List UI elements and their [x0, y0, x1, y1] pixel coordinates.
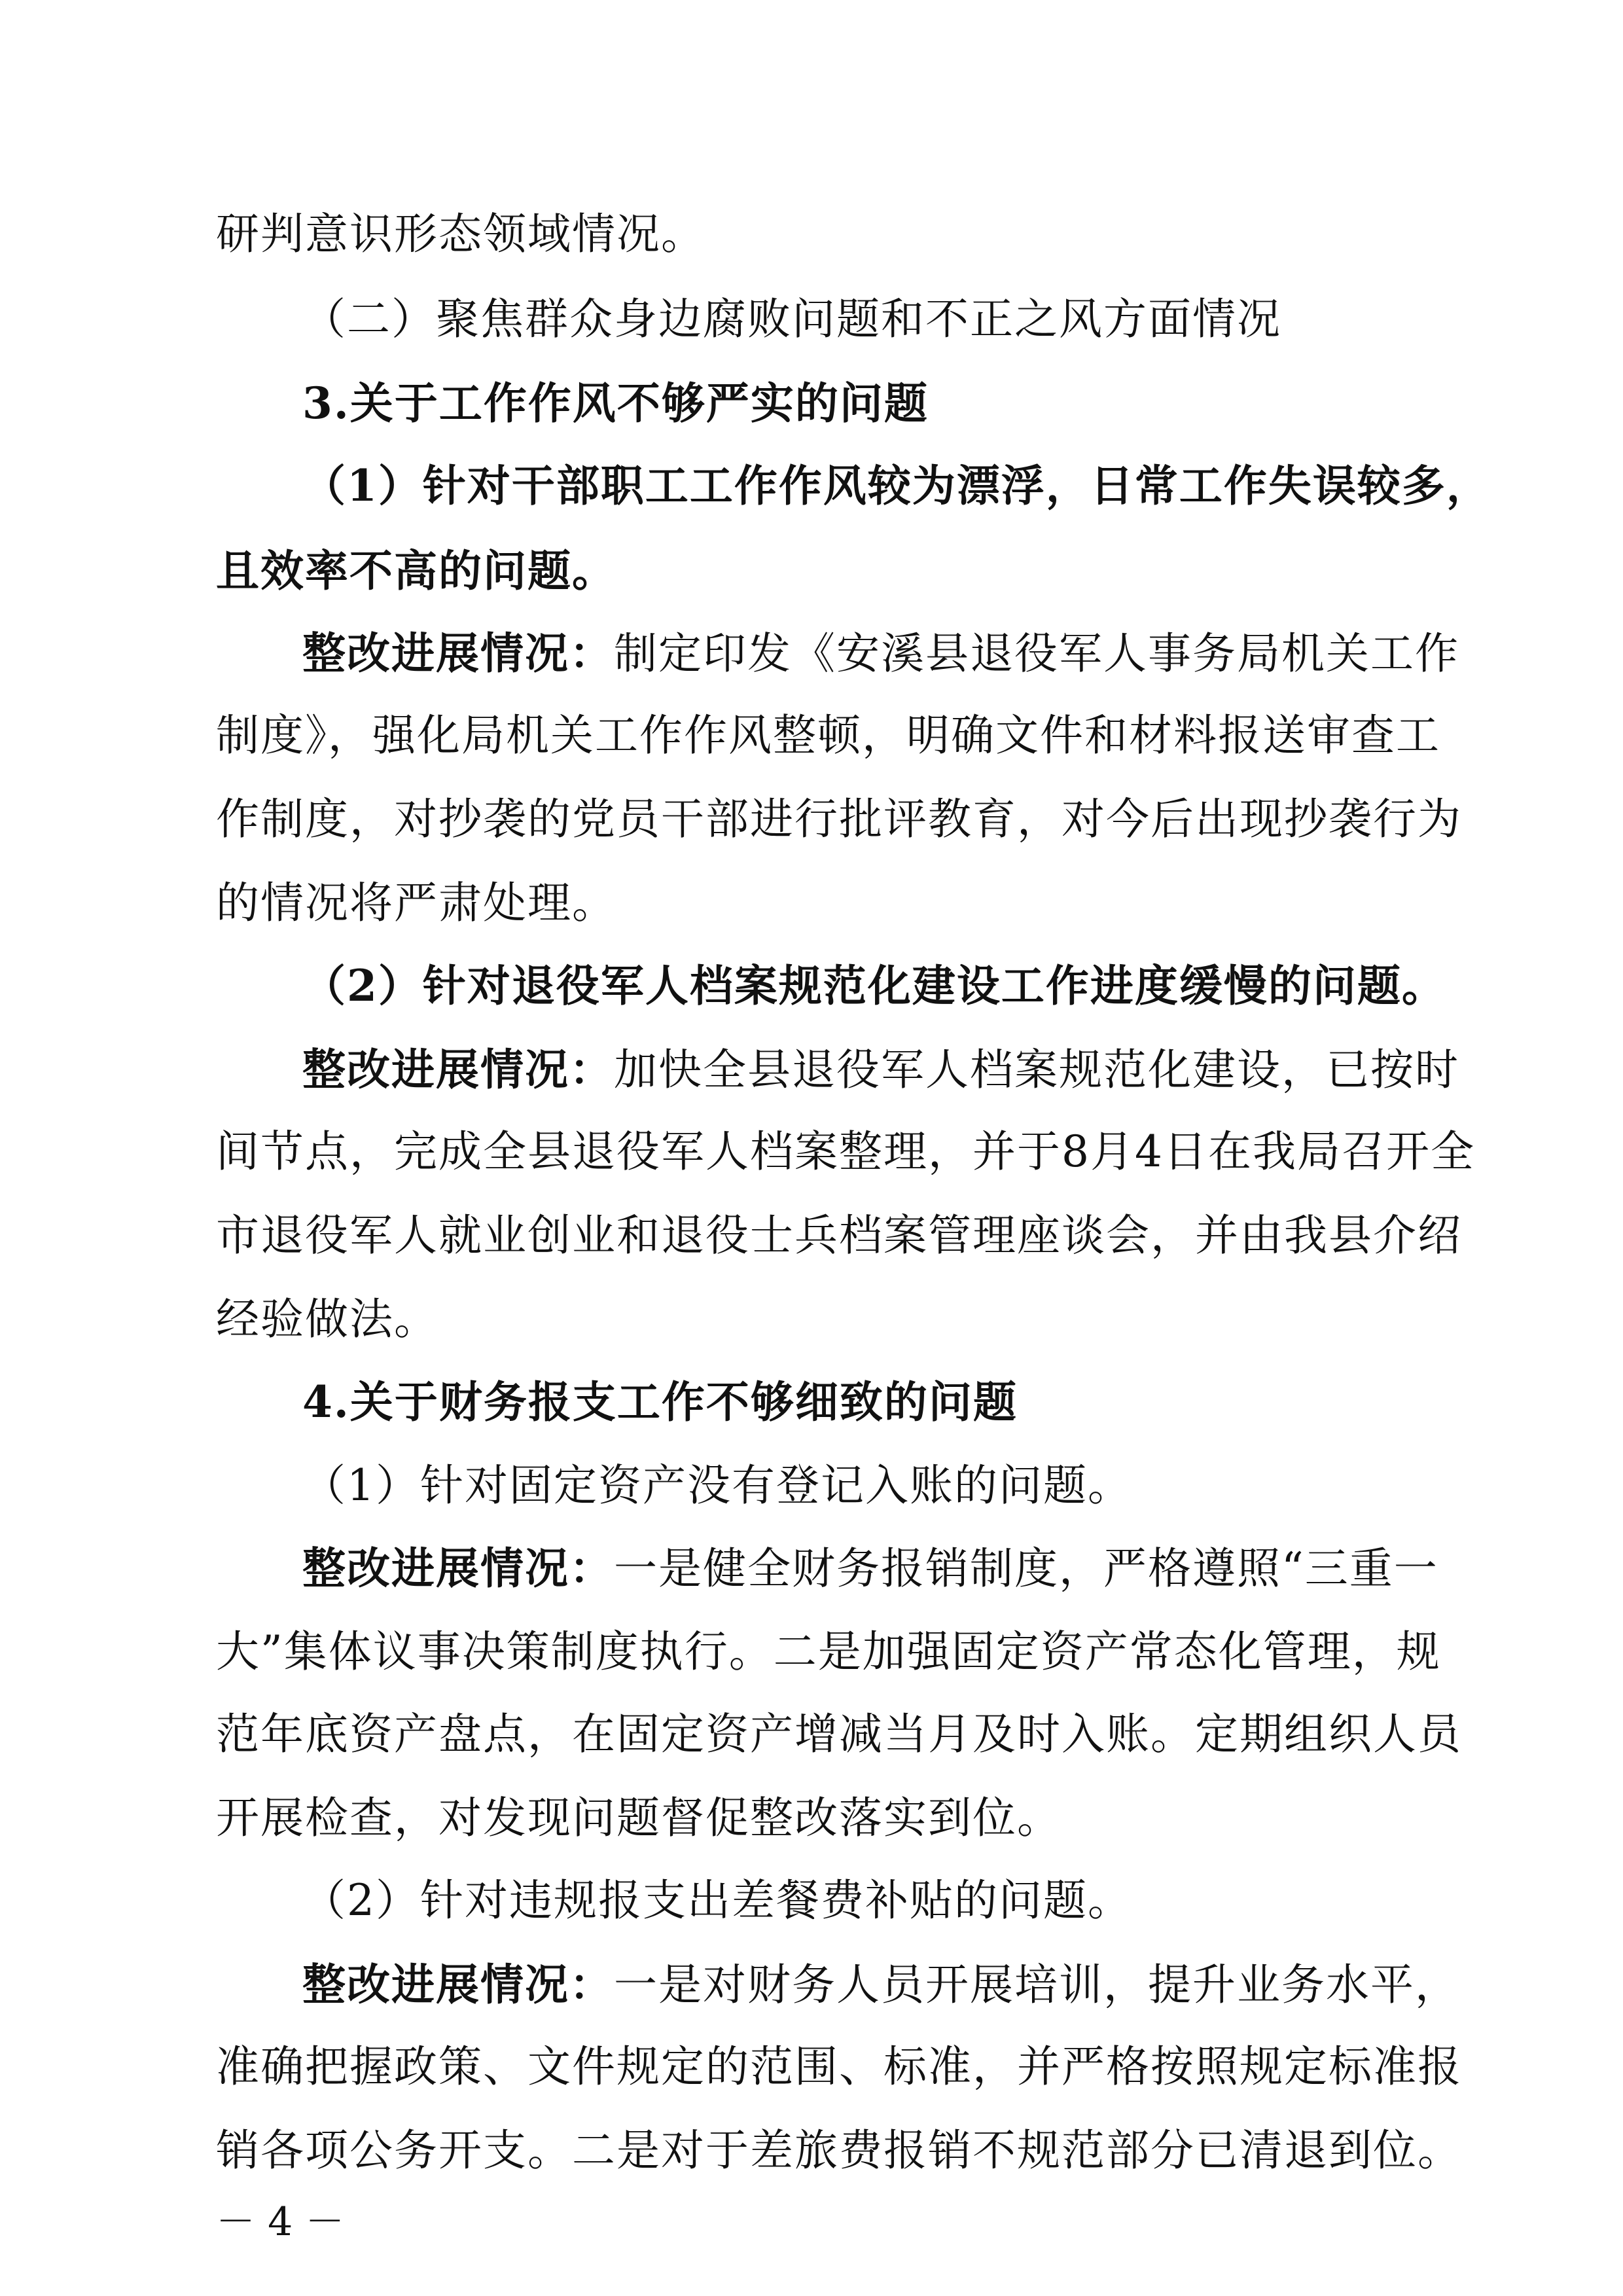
progress-label: 整改进展情况：	[302, 1959, 614, 2010]
subsection-heading	[302, 377, 929, 429]
paragraph-line	[216, 1626, 1441, 1678]
paragraph-line	[216, 1210, 1462, 1262]
progress-label: 整改进展情况：	[302, 1044, 614, 1095]
text: （2）针对违规报支出差餐费补贴的问题。	[302, 1875, 1132, 1926]
text: 3.关于工作作风不够严实的问题	[302, 378, 929, 429]
text: （二）聚焦群众身边腐败问题和不正之风方面情况	[302, 294, 1281, 344]
text: 4.关于财务报支工作不够细致的问题	[302, 1376, 1018, 1427]
progress-paragraph	[302, 627, 1459, 680]
paragraph-line	[216, 1792, 1061, 1844]
text: 加快全县退役军人档案规范化建设，已按时	[614, 1045, 1459, 1095]
paragraph-line	[216, 1126, 1475, 1178]
paragraph-line	[216, 1708, 1462, 1761]
progress-paragraph	[302, 1043, 1459, 1096]
text: 一是健全财务报销制度，严格遵照“三重一	[614, 1543, 1438, 1594]
text: 大”集体议事决策制度执行。二是加强固定资产常态化管理，规	[216, 1626, 1441, 1677]
issue-heading	[302, 1874, 1132, 1927]
paragraph-line	[216, 1293, 438, 1346]
paragraph-line	[216, 793, 1462, 846]
section-heading	[302, 293, 1281, 346]
page-number: － 4 －	[216, 2199, 345, 2245]
issue-heading	[216, 545, 616, 597]
progress-paragraph	[302, 1958, 1459, 2011]
paragraph-line	[216, 709, 1440, 762]
text: 间节点，完成全县退役军人档案整理，并于8月4日在我局召开全	[216, 1126, 1475, 1177]
issue-heading	[302, 960, 1446, 1012]
text: 销各项公务开支。二是对于差旅费报销不规范部分已清退到位。	[216, 2125, 1462, 2176]
issue-heading	[302, 459, 1491, 512]
text: 作制度，对抄袭的党员干部进行批评教育，对今后出现抄袭行为	[216, 794, 1462, 844]
text: 一是对财务人员开展培训，提升业务水平，	[614, 1960, 1459, 2010]
text: 且效率不高的问题。	[216, 545, 616, 596]
subsection-heading	[302, 1376, 1018, 1428]
text: 开展检查，对发现问题督促整改落实到位。	[216, 1793, 1061, 1843]
progress-label: 整改进展情况：	[302, 628, 614, 679]
text: （1）针对固定资产没有登记入账的问题。	[302, 1460, 1132, 1511]
text: （1）针对干部职工工作作风较为漂浮，日常工作失误较多，	[302, 460, 1491, 511]
text: 范年底资产盘点，在固定资产增减当月及时入账。定期组织人员	[216, 1709, 1462, 1759]
paragraph-line	[216, 2125, 1462, 2177]
text: （2）针对退役军人档案规范化建设工作进度缓慢的问题。	[302, 960, 1446, 1011]
paragraph-line	[216, 208, 705, 260]
text: 市退役军人就业创业和退役士兵档案管理座谈会，并由我县介绍	[216, 1210, 1462, 1261]
text: 的情况将严肃处理。	[216, 878, 616, 928]
issue-heading	[302, 1460, 1132, 1512]
paragraph-line	[216, 877, 616, 929]
progress-label: 整改进展情况：	[302, 1543, 614, 1594]
progress-paragraph	[302, 1542, 1438, 1595]
text: 制度》，强化局机关工作作风整顿，明确文件和材料报送审查工	[216, 710, 1440, 761]
text: 经验做法。	[216, 1294, 438, 1344]
paragraph-line	[216, 2041, 1462, 2093]
text: 研判意识形态领域情况。	[216, 209, 705, 259]
text: 准确把握政策、文件规定的范围、标准，并严格按照规定标准报	[216, 2041, 1462, 2092]
text: 制定印发《安溪县退役军人事务局机关工作	[614, 628, 1459, 679]
